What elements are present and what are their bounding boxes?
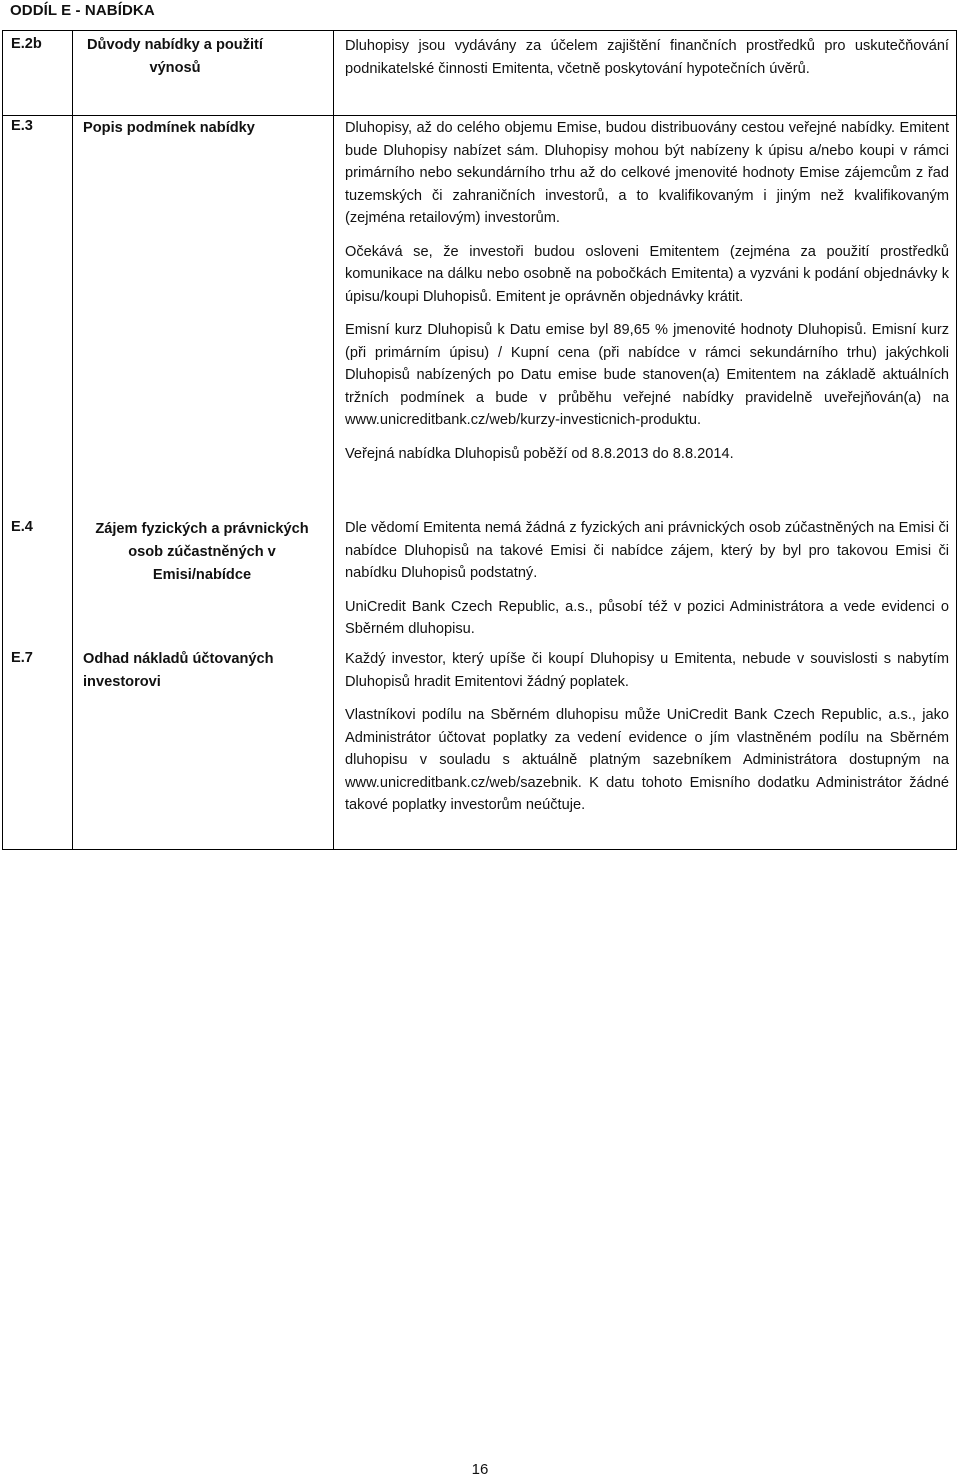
row-content <box>345 517 949 641</box>
row-code: E.4 <box>11 519 33 535</box>
section-title: ODDÍL E - NABÍDKA <box>10 2 155 19</box>
content-paragraph: Dluhopisy, až do celého objemu Emise, budou distribuovány cestou veřejné nabídky. Emitent bude Dluhopisy nabízet sám. Dluhopisy mohou být nabízeny k úpisu a/nebo koupi v rámci primárního nebo sekundárního trhu až do celkové jmenovité hodnoty Emise zájemcům z řad tuzemských či zahraničních investorů, a to kvalifikovaným i jiným než kvalifikovaným (zejména retailovým) investorům. <box>345 120 949 226</box>
page-number: 16 <box>471 1461 489 1478</box>
row-divider <box>3 115 956 116</box>
content-paragraph: Vlastníkovi podílu na Sběrném dluhopisu může UniCredit Bank Czech Republic, a.s., jako Administrátor účtovat poplatky za vedení evidence o jím vlastněném podílu na Sběrném dluhopisu v souladu s aktuálně platným sazebníkem Administrátora dostupným na www.unicreditbank.cz/web/sazebnik. K datu tohoto Emisního dodatku Administrátor žádné takové poplatky investorům neúčtuje. <box>345 707 949 813</box>
row-content <box>345 117 949 465</box>
content-paragraph: UniCredit Bank Czech Republic, a.s., působí též v pozici Administrátora a vede evidenci o Sběrném dluhopisu. <box>345 598 949 637</box>
content-paragraph: Očekává se, že investoři budou osloveni Emitentem (zejména za použití prostředků komunikace na dálku nebo osobně na pobočkách Emitenta) a vyzváni k podání objednávky k úpisu/koupi Dluhopisů. Emitent je oprávněn objednávky krátit. <box>345 243 949 305</box>
row-code: E.2b <box>11 36 42 52</box>
content-paragraph: Dle vědomí Emitenta nemá žádná z fyzických ani právnických osob zúčastněných na Emisi či nabídce Dluhopisů na takové Emisi či nabídce zájem, který by byl pro takovou Emisi či nabídku Dluhopisů podstatný. <box>345 520 949 581</box>
row-title: Odhad nákladů účtovaných investorovi <box>83 651 274 690</box>
row-code: E.7 <box>11 650 33 666</box>
row-title: Důvody nabídky a použití výnosů <box>87 37 263 76</box>
offer-table <box>2 30 957 850</box>
row-title: Popis podmínek nabídky <box>83 120 255 136</box>
row-content <box>345 648 949 817</box>
row-code: E.3 <box>11 118 33 134</box>
column-divider <box>72 31 73 849</box>
content-paragraph: Každý investor, který upíše či koupí Dluhopisy u Emitenta, nebude v souvislosti s nabytím Dluhopisů hradit Emitentovi žádný poplatek. <box>345 651 949 690</box>
row-title: Zájem fyzických a právnických osob zúčastněných v Emisi/nabídce <box>95 521 309 583</box>
content-paragraph: Dluhopisy jsou vydávány za účelem zajištění finančních prostředků pro uskutečňování podnikatelské činnosti Emitenta, včetně poskytování hypotečních úvěrů. <box>345 38 949 77</box>
content-paragraph: Emisní kurz Dluhopisů k Datu emise byl 89,65 % jmenovité hodnoty Dluhopisů. Emisní kurz (při primárním úpisu) / Kupní cena (při nabídce v rámci sekundárního trhu) jakýchkoli Dluhopisů nabízených po Datu emise bude stanoven(a) Emitentem na základě aktuálních tržních podmínek a bude v průběhu veřejné nabídky pravidelně uveřejňován(a) na www.unicreditbank.cz/web/kurzy-investicnich-produktu. <box>345 322 949 428</box>
column-divider <box>333 31 334 849</box>
row-content <box>345 35 949 80</box>
content-paragraph: Veřejná nabídka Dluhopisů poběží od 8.8.2013 do 8.8.2014. <box>345 445 734 462</box>
